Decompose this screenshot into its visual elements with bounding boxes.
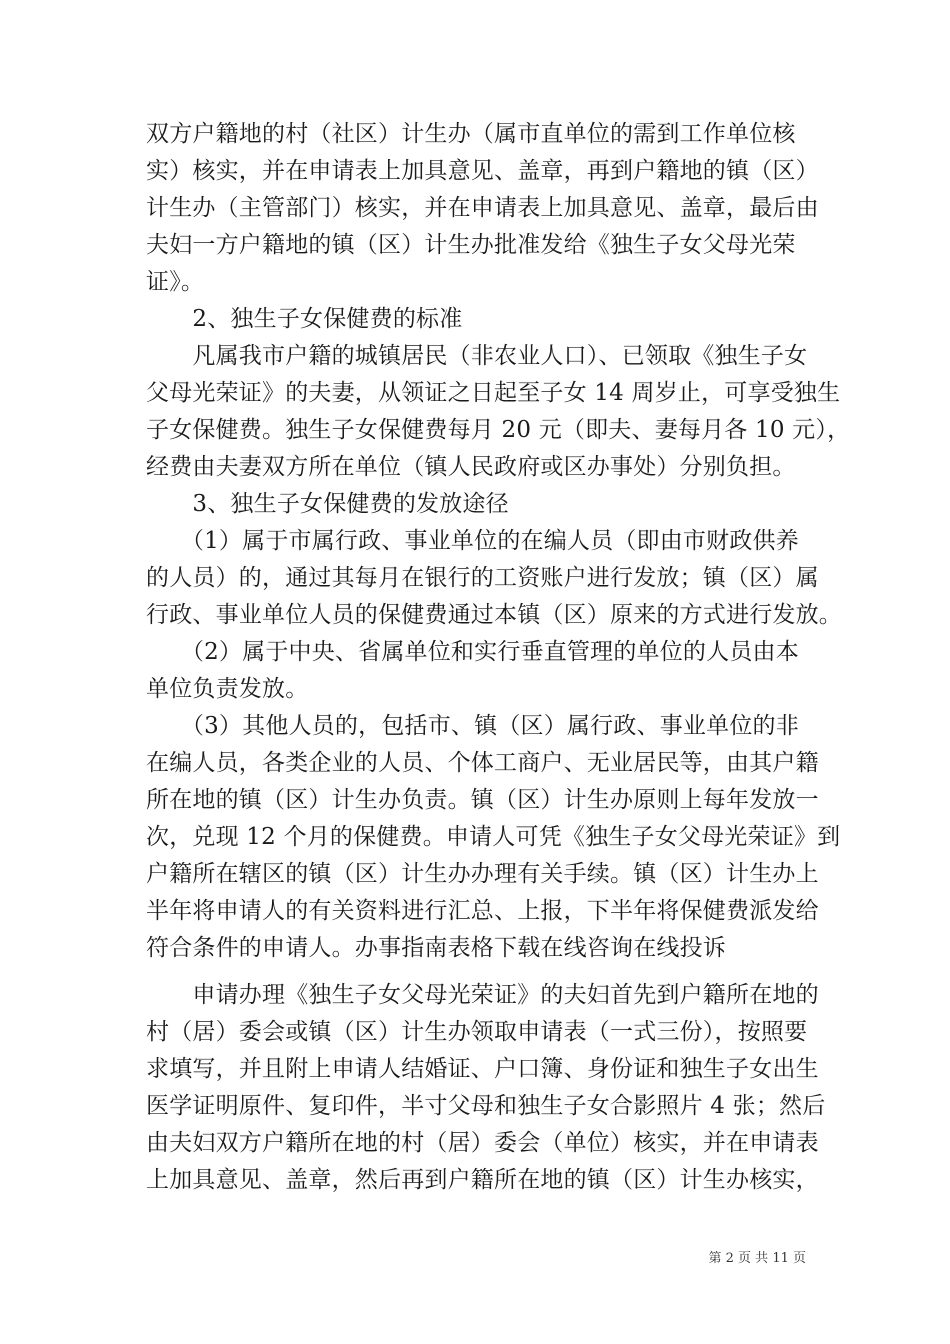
text-line: 计生办（主管部门）核实，并在申请表上加具意见、盖章，最后由	[146, 195, 819, 221]
text-line: 户籍所在辖区的镇（区）计生办办理有关手续。镇（区）计生办上	[146, 861, 819, 887]
text-line: 在编人员，各类企业的人员、个体工商户、无业居民等，由其户籍	[146, 750, 819, 776]
text-line: 申请办理《独生子女父母光荣证》的夫妇首先到户籍所在地的	[146, 982, 819, 1008]
text-line: 双方户籍地的村（社区）计生办（属市直单位的需到工作单位核	[146, 121, 796, 147]
text-line: 单位负责发放。	[146, 676, 309, 702]
text-line: 的人员）的，通过其每月在银行的工资账户进行发放；镇（区）属	[146, 565, 819, 591]
section-heading: 3、独生子女保健费的发放途径	[146, 491, 509, 517]
page-footer: 第 2 页 共 11 页	[708, 1251, 806, 1266]
text-line: 父母光荣证》的夫妻，从领证之日起至子女 14 周岁止，可享受独生	[146, 380, 841, 406]
text-line: 证》。	[146, 269, 205, 295]
text-line: （1）属于市属行政、事业单位的在编人员（即由市财政供养	[146, 528, 799, 554]
text-line: 上加具意见、盖章，然后再到户籍所在地的镇（区）计生办核实，	[146, 1167, 819, 1193]
text-line: 村（居）委会或镇（区）计生办领取申请表（一式三份），按照要	[146, 1019, 808, 1045]
text-line: （2）属于中央、省属单位和实行垂直管理的单位的人员由本	[146, 639, 799, 665]
text-line: 医学证明原件、复印件，半寸父母和独生子女合影照片 4 张；然后	[146, 1093, 826, 1119]
document-body	[146, 116, 851, 1199]
text-line: 经费由夫妻双方所在单位（镇人民政府或区办事处）分别负担。	[146, 454, 796, 480]
text-line: 实）核实，并在申请表上加具意见、盖章，再到户籍地的镇（区）	[146, 158, 819, 184]
text-line: 由夫妇双方户籍所在地的村（居）委会（单位）核实，并在申请表	[146, 1130, 819, 1156]
text-line: 次，兑现 12 个月的保健费。申请人可凭《独生子女父母光荣证》到	[146, 824, 841, 850]
text-line: 符合条件的申请人。办事指南表格下载在线咨询在线投诉	[146, 935, 726, 961]
text-line: 半年将申请人的有关资料进行汇总、上报，下半年将保健费派发给	[146, 898, 819, 924]
text-line: 夫妇一方户籍地的镇（区）计生办批准发给《独生子女父母光荣	[146, 232, 796, 258]
text-line: 凡属我市户籍的城镇居民（非农业人口）、已领取《独生子女	[146, 343, 808, 369]
text-line: （3）其他人员的，包括市、镇（区）属行政、事业单位的非	[146, 713, 799, 739]
text-line: 行政、事业单位人员的保健费通过本镇（区）原来的方式进行发放。	[146, 602, 842, 628]
text-line: 求填写，并且附上申请人结婚证、户口簿、身份证和独生子女出生	[146, 1056, 819, 1082]
paragraph-gap	[146, 967, 808, 977]
section-heading: 2、独生子女保健费的标准	[146, 306, 463, 332]
text-line: 所在地的镇（区）计生办负责。镇（区）计生办原则上每年发放一	[146, 787, 819, 813]
text-line: 子女保健费。独生子女保健费每月 20 元（即夫、妻每月各 10 元），	[146, 417, 851, 443]
